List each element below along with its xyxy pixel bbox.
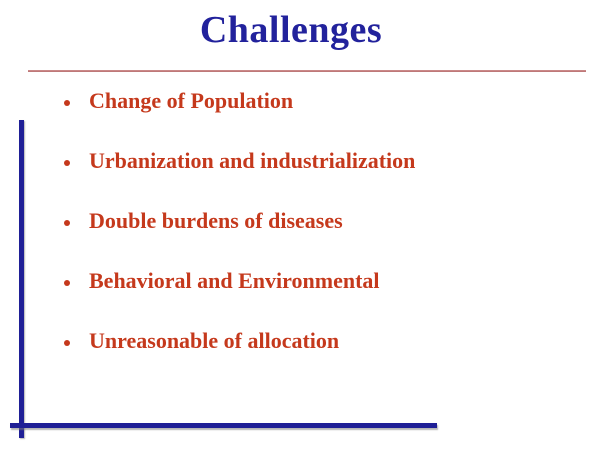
title-rule-divider (28, 70, 586, 72)
bullet-text: Urbanization and industrialization (89, 148, 416, 173)
list-item (64, 268, 415, 298)
bullet-dot-icon (64, 220, 70, 226)
accent-line-vertical (19, 120, 24, 438)
bullet-dot-icon (64, 160, 70, 166)
list-item (64, 208, 415, 238)
bullet-text: Double burdens of diseases (89, 208, 343, 233)
list-item (64, 88, 415, 118)
list-item (64, 328, 415, 358)
slide-title: Challenges (199, 9, 383, 51)
list-item (64, 148, 415, 178)
bullet-text: Behavioral and Environmental (89, 268, 380, 293)
accent-line-horizontal (10, 423, 437, 428)
bullet-dot-icon (64, 280, 70, 286)
bullet-dot-icon (64, 340, 70, 346)
bullet-list (64, 88, 415, 388)
bullet-text: Change of Population (89, 88, 294, 113)
bullet-text: Unreasonable of allocation (89, 328, 340, 353)
bullet-dot-icon (64, 100, 70, 106)
